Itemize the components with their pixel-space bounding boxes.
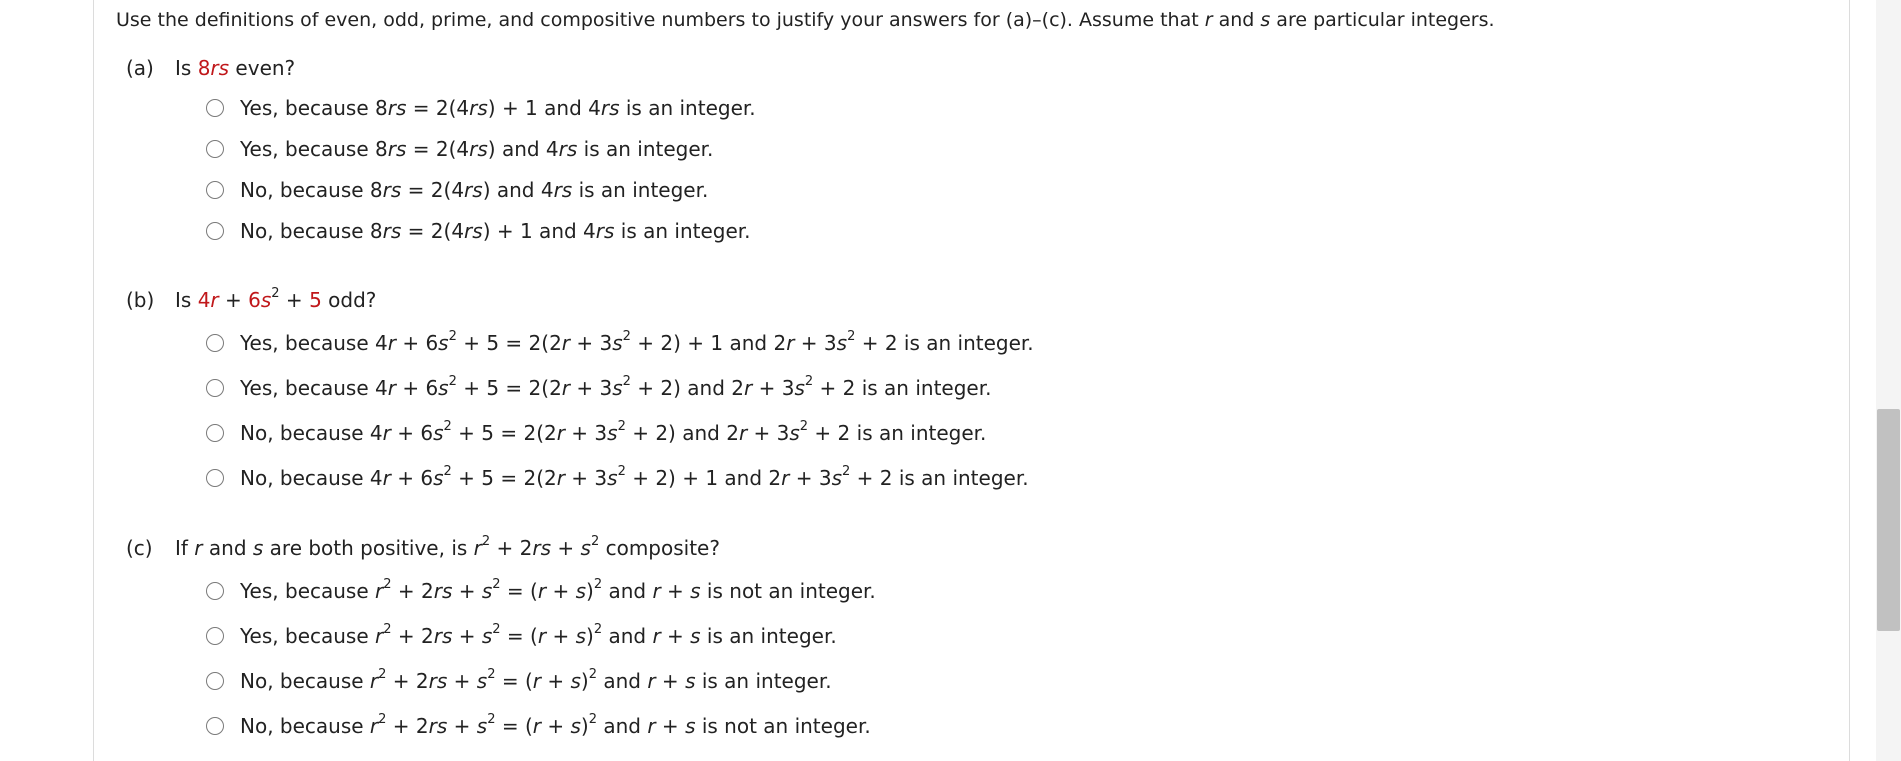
option-b-4[interactable] [206, 463, 1029, 493]
option-b-2[interactable] [206, 373, 991, 403]
radio-button[interactable] [206, 469, 224, 487]
option-a-1[interactable] [206, 93, 756, 123]
option-c-2-label: Yes, because $r^2 + 2rs + s^2 = (r + s)^2$ and r + s is an integer. [240, 622, 837, 648]
option-c-3-label: No, because $r^2 + 2rs + s^2 = (r + s)^2$ and r + s is an integer. [240, 667, 832, 693]
question-a: (a) Is 8rs even? [126, 53, 295, 83]
option-b-3[interactable] [206, 418, 986, 448]
radio-button[interactable] [206, 140, 224, 158]
question-b: (b) Is $4r + 6s^2 + 5$ odd? [126, 285, 376, 315]
question-c: (c) If r and s are both positive, is $r^2 + 2rs + s^2$ composite? [126, 533, 720, 563]
option-c-3[interactable] [206, 666, 832, 696]
option-c-2[interactable] [206, 621, 837, 651]
radio-button[interactable] [206, 99, 224, 117]
option-b-2-label: Yes, because $4r + 6s^2 + 5 = 2(2r + 3s^2 + 2)$ and $2r + 3s^2 + 2$ is an integer. [240, 374, 992, 400]
option-c-1-label: Yes, because $r^2 + 2rs + s^2 = (r + s)^2$ and r + s is not an integer. [240, 577, 876, 603]
question-b-letter: (b) [126, 288, 155, 312]
option-a-3-label: No, because 8rs = 2(4rs) and 4rs is an integer. [240, 178, 709, 202]
option-c-4-label: No, because $r^2 + 2rs + s^2 = (r + s)^2$ and r + s is not an integer. [240, 712, 871, 738]
option-a-2[interactable] [206, 134, 713, 164]
instructions: Use the definitions of even, odd, prime, and compositive numbers to justify your answers for (a)–(c). Assume that r and s are particular integers. [116, 9, 1495, 31]
option-c-1[interactable] [206, 576, 876, 606]
option-a-4-label: No, because 8rs = 2(4rs) + 1 and 4rs is an integer. [240, 219, 751, 243]
option-a-4[interactable] [206, 216, 751, 246]
option-a-3[interactable] [206, 175, 708, 205]
option-b-3-label: No, because $4r + 6s^2 + 5 = 2(2r + 3s^2 + 2)$ and $2r + 3s^2 + 2$ is an integer. [240, 419, 987, 445]
question-c-letter: (c) [126, 536, 153, 560]
option-b-1-label: Yes, because $4r + 6s^2 + 5 = 2(2r + 3s^2 + 2) + 1$ and $2r + 3s^2 + 2$ is an integer. [240, 329, 1034, 355]
scrollbar-track[interactable] [1876, 0, 1901, 761]
radio-button[interactable] [206, 424, 224, 442]
radio-button[interactable] [206, 181, 224, 199]
option-a-1-label: Yes, because 8rs = 2(4rs) + 1 and 4rs is an integer. [240, 96, 756, 120]
radio-button[interactable] [206, 222, 224, 240]
radio-button[interactable] [206, 334, 224, 352]
radio-button[interactable] [206, 672, 224, 690]
radio-button[interactable] [206, 627, 224, 645]
radio-button[interactable] [206, 379, 224, 397]
option-c-4[interactable] [206, 711, 871, 741]
option-b-1[interactable] [206, 328, 1034, 358]
radio-button[interactable] [206, 582, 224, 600]
scrollbar-thumb[interactable] [1877, 409, 1900, 631]
option-b-4-label: No, because $4r + 6s^2 + 5 = 2(2r + 3s^2 + 2) + 1$ and $2r + 3s^2 + 2$ is an integer. [240, 464, 1029, 490]
option-a-2-label: Yes, because 8rs = 2(4rs) and 4rs is an integer. [240, 137, 714, 161]
question-a-letter: (a) [126, 56, 154, 80]
radio-button[interactable] [206, 717, 224, 735]
